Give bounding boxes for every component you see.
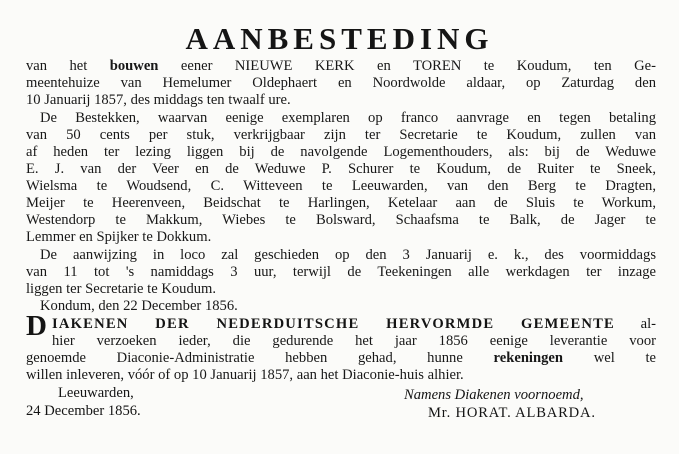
headline: AANBESTEDING (185, 21, 494, 56)
deacons-bold-word: rekeningen (493, 350, 563, 366)
notice-line-1 (26, 58, 656, 75)
notice-line-12: De aanwijzing in loco zal geschieden op den 3 Januarij e. k., des voormiddags (40, 247, 656, 263)
notice-line-10: Westendorp te Makkum, Wiebes te Bolsward, Schaafsma te Balk, de Jager te (26, 212, 656, 228)
deacons-text: al- (640, 316, 656, 332)
notice-dateline: Kondum, den 22 December 1856. (40, 298, 238, 314)
notice-line-9: Meijer te Heerenveen, Beidschat te Harlingen, Ketelaar aan de Sluis te Workum, (26, 195, 656, 211)
notice-line-8: Wielsma te Woudsend, C. Witteveen te Leeuwarden, van den Berg te Dragten, (26, 178, 656, 194)
notice-bold-word: bouwen (109, 58, 159, 74)
deacons-line-3 (26, 350, 656, 367)
notice-line-11: Lemmer en Spijker te Dokkum. (26, 229, 212, 245)
deacons-place: Leeuwarden, (58, 385, 134, 401)
notice-line-7: E. J. van der Veer en de Weduwe P. Schurer te Koudum, de Ruiter te Sneek, (26, 161, 656, 177)
deacons-text: wel te (593, 350, 656, 366)
deacons-date: 24 December 1856. (26, 403, 141, 419)
notice-line-3: 10 Januarij 1857, des middags ten twaalf ure. (26, 92, 291, 108)
notice-line-4: De Bestekken, waarvan eenige exemplaren op franco aanvrage en tegen betaling (40, 110, 656, 126)
notice-line-2: meentehuize van Hemelumer Oldephaert en Noordwolde aldaar, op Zaturdag den (26, 75, 656, 91)
deacons-heading: IAKENEN DER NEDERDUITSCHE HERVORMDE GEMEENTE (52, 316, 615, 332)
deacons-signer: Mr. HORAT. ALBARDA. (428, 405, 596, 421)
deacons-dropcap: D (26, 310, 47, 342)
deacons-line-1 (52, 316, 656, 333)
notice-text: van het (26, 58, 88, 74)
notice-line-5: van 50 cents per stuk, verkrijgbaar zijn ter Secretarie te Koudum, zullen van (26, 127, 656, 143)
deacons-on-behalf: Namens Diakenen voornoemd, (404, 387, 584, 403)
deacons-text: genoemde Diaconie-Administratie hebben gehad, hunne (26, 350, 463, 366)
notice-line-14: liggen ter Secretarie te Koudum. (26, 281, 217, 297)
notice-line-6: af heden ter lezing liggen bij de navolgende Logementhouders, als: bij de Weduwe (26, 144, 656, 160)
deacons-line-2: hier verzoeken ieder, die gedurende het jaar 1856 eenige leverantie voor (52, 333, 656, 349)
notice-text: eener NIEUWE KERK en TOREN te Koudum, ten Ge- (180, 58, 656, 74)
notice-line-13: van 11 tot 's namiddags 3 uur, terwijl de Teekeningen alle werkdagen ter inzage (26, 264, 656, 280)
deacons-line-4: willen inleveren, vóór of op 10 Januarij 1857, aan het Diaconie-huis alhier. (26, 367, 464, 383)
